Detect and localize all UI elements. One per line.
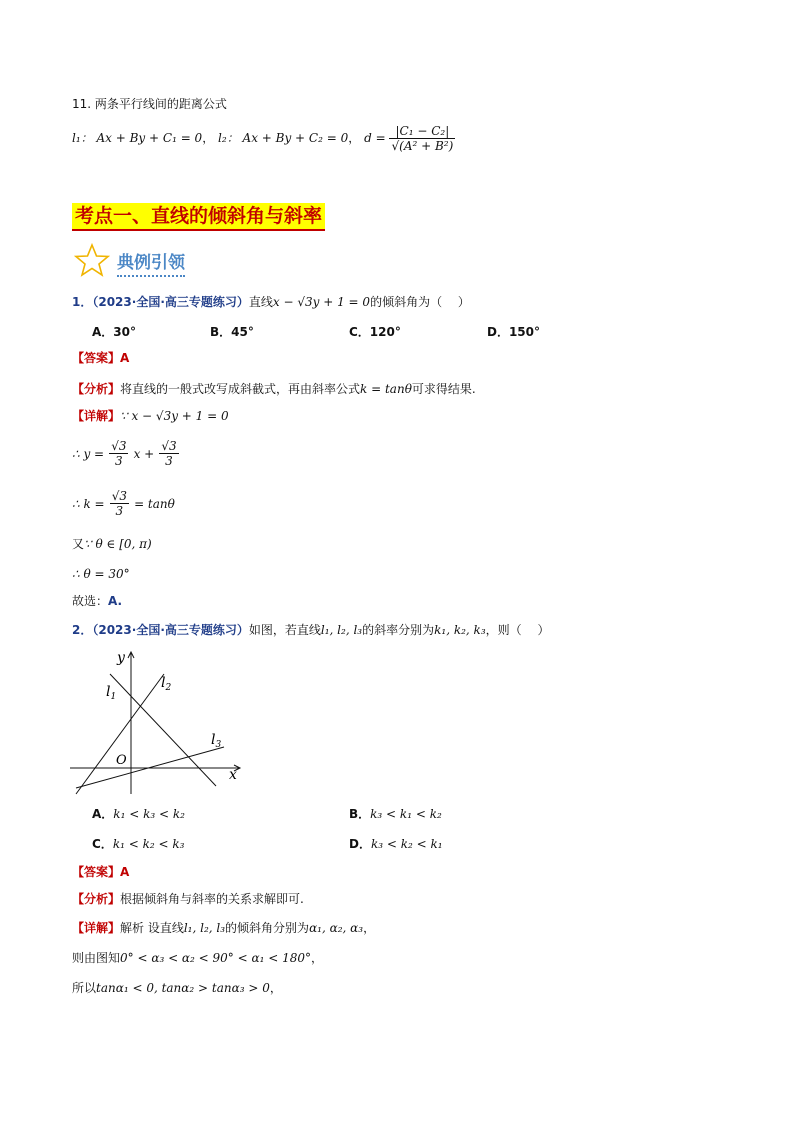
q1-option-d: D．150° [487,325,541,339]
q1-equation: x − √3y + 1 = 0 [272,295,371,309]
l1-label: $l_1$ [106,684,117,702]
q2-option-b: B．k₃ < k₁ < k₂ [349,807,442,821]
q2-analysis: 【分析】根据倾斜角与斜率的关系求解即可. [72,892,304,906]
q1-detail-line5: ∴ θ = 30° [72,567,130,581]
q2-option-a: A．k₁ < k₃ < k₂ [92,807,185,821]
l1-label: l₁： [72,131,93,145]
q1-detail-line4: 又∵ θ ∈ [0, π) [72,537,152,551]
q2-option-d: D．k₃ < k₂ < k₁ [349,837,443,851]
q1-option-a: A．30° [92,325,136,339]
section-heading: 考点一、直线的倾斜角与斜率 [72,203,325,231]
q1-conclusion: 故选：A. [72,594,123,608]
lines-figure [66,648,256,798]
q1-option-b: B．45° [210,325,254,339]
l1-equation: Ax + By + C₁ = 0 [96,131,203,145]
distance-formula: l₁： Ax + By + C₁ = 0， l₂： Ax + By + C₂ = 0， d = $\frac{\text{|C₁ − C₂|}}{\text{√(A² + B²)}}$ [72,124,454,153]
q2-detail-line2: 则由图知0° < α₃ < α₂ < 90° < α₁ < 180°， [72,951,323,965]
q1-detail: 【详解】∵ x − √3y + 1 = 0 [72,409,229,423]
q1-analysis: 【分析】将直线的一般式改写成斜截式，再由斜率公式k = tanθ可求得结果. [72,382,476,396]
q2-detail: 【详解】解析 设直线l₁, l₂, l₃的倾斜角分别为α₁, α₂, α₃， [72,921,376,935]
q1-answer: 【答案】A [72,351,130,365]
l2-equation: Ax + By + C₂ = 0 [242,131,349,145]
q2-answer: 【答案】A [72,865,130,879]
star-icon [74,243,110,277]
q1-option-c: C．120° [349,325,401,339]
q2-number: 2． [72,623,93,637]
formula-title: 11. 两条平行线间的距离公式 [72,97,227,111]
example-banner: 典例引领 [117,248,185,277]
x-label: x [229,767,237,783]
y-label: y [117,650,125,666]
q1-source: （2023·全国·高三专题练习） [92,295,249,309]
q2-detail-line3: 所以tanα₁ < 0, tanα₂ > tanα₃ > 0， [72,981,282,995]
q1-detail-line2: ∴ y = $\frac{√3}{3}$ x + $\frac{√3}{3}$ [72,439,177,468]
q1-number: 1． [72,295,93,309]
distance-fraction: $\frac{\text{|C₁ − C₂|}}{\text{√(A² + B²)}}$ [391,124,454,153]
l2-label: $l_2$ [161,675,172,693]
l3-label: $l_3$ [211,732,222,750]
q2-stem: 2．（2023·全国·高三专题练习）如图，若直线l₁, l₂, l₃的斜率分别为k₁, k₂, k₃，则（ ） [72,623,550,637]
q1-stem: 1．（2023·全国·高三专题练习）直线x − √3y + 1 = 0的倾斜角为（ ） [72,295,470,309]
q2-source: （2023·全国·高三专题练习） [92,623,249,637]
d-label: d = [364,131,386,145]
q2-option-c: C．k₁ < k₂ < k₃ [92,837,185,851]
origin-label: O [116,753,127,768]
l2-label: l₂： [218,131,239,145]
q1-detail-line3: ∴ k = $\frac{√3}{3}$ = tanθ [72,489,175,518]
